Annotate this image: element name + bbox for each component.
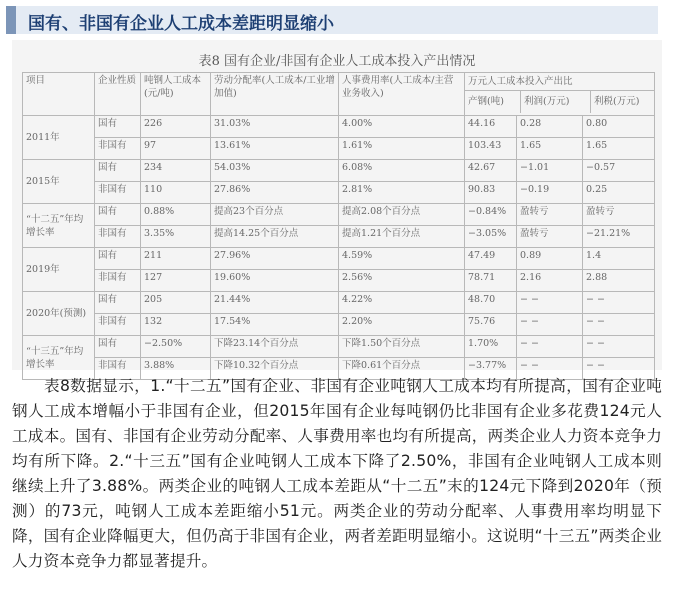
header-profit: 利润(万元) [521,91,591,113]
cell-profit: 0.28 [517,116,583,138]
cell-type: 非国有 [95,182,141,204]
cell-type: 非国有 [95,358,141,380]
table-figure [12,40,662,370]
cell-labor: 19.60% [211,270,339,292]
data-table [22,72,655,380]
cell-cost: 97 [141,138,211,160]
cell-type: 国有 [95,292,141,314]
row-group-label: 2020年(预测) [23,292,95,336]
cell-tax: − − [583,358,655,380]
cell-type: 非国有 [95,270,141,292]
cell-labor: 提高23个百分点 [211,204,339,226]
cell-personnel: 2.81% [339,182,465,204]
cell-cost: 127 [141,270,211,292]
cell-tax: − − [583,336,655,358]
cell-cost: 234 [141,160,211,182]
cell-profit: 2.16 [517,270,583,292]
cell-profit: −1.01 [517,160,583,182]
section-title-bar [6,6,658,34]
cell-cost: 226 [141,116,211,138]
cell-tax: 盈转亏 [583,204,655,226]
cell-personnel: 提高2.08个百分点 [339,204,465,226]
cell-output: 48.70 [465,292,517,314]
header-io-group [465,73,655,116]
cell-labor: 下降23.14个百分点 [211,336,339,358]
cell-profit: − − [517,336,583,358]
row-group-label: “十三五”年均增长率 [23,336,95,380]
row-group-label: 2011年 [23,116,95,160]
cell-type: 国有 [95,336,141,358]
cell-type: 国有 [95,160,141,182]
cell-output: 47.49 [465,248,517,270]
header-io-title: 万元人工成本投入产出比 [465,73,654,91]
header-cost: 吨钢人工成本(元/吨) [141,73,211,116]
table-row [23,182,655,204]
cell-tax: − − [583,314,655,336]
header-personnel: 人事费用率(人工成本/主营业务收入) [339,73,465,116]
cell-output: 90.83 [465,182,517,204]
cell-cost: 0.88% [141,204,211,226]
cell-type: 非国有 [95,138,141,160]
cell-type: 非国有 [95,314,141,336]
cell-labor: 下降10.32个百分点 [211,358,339,380]
cell-cost: 110 [141,182,211,204]
cell-type: 国有 [95,204,141,226]
cell-profit: − − [517,292,583,314]
cell-tax: 0.25 [583,182,655,204]
cell-cost: 3.88% [141,358,211,380]
row-group-label: “十二五”年均增长率 [23,204,95,248]
cell-tax: −0.57 [583,160,655,182]
cell-personnel: 4.00% [339,116,465,138]
cell-labor: 13.61% [211,138,339,160]
table-caption: 表8 国有企业/非国有企业人工成本投入产出情况 [198,54,476,69]
header-tax: 利税(万元) [594,96,640,107]
cell-profit: − − [517,314,583,336]
cell-cost: 3.35% [141,226,211,248]
cell-profit: 盈转亏 [517,226,583,248]
cell-labor: 17.54% [211,314,339,336]
cell-tax: −21.21% [583,226,655,248]
cell-tax: 0.80 [583,116,655,138]
cell-profit: − − [517,358,583,380]
cell-profit: −0.19 [517,182,583,204]
cell-output: −3.05% [465,226,517,248]
header-type: 企业性质 [95,73,141,116]
cell-type: 非国有 [95,226,141,248]
cell-output: 1.70% [465,336,517,358]
table-row [23,160,655,182]
cell-type: 国有 [95,248,141,270]
table-row [23,270,655,292]
cell-labor: 54.03% [211,160,339,182]
cell-output: 42.67 [465,160,517,182]
cell-cost: 132 [141,314,211,336]
body-paragraph: 表8数据显示，1.“十二五”国有企业、非国有企业吨钢人工成本均有所提高，国有企业吨钢人工成本增幅小于非国有企业，但2015年国有企业每吨钢仍比非国有企业多花费124元人工成本。国有、非国有企业劳动分配率、人事费用率也均有所提高，两类企业人力资本竞争力均有所下降。2.“十三五”国有企业吨钢人工成本下降了2.50%，非国有企业吨钢人工成本则继续上升了3.88%。两类企业的吨钢人工成本差距从“十二五”末的124元下降到2020年（预测）的73元，吨钢人工成本差距缩小51元。两类企业的劳动分配率、人事费用率均明显下降，国有企业降幅更大，但仍高于非国有企业，两者差距明显缩小。这说明“十三五”两类企业人力资本竞争力都显著提升。 [12,377,662,570]
cell-tax: − − [583,292,655,314]
table-header-row [23,73,655,116]
header-labor: 劳动分配率(人工成本/工业增加值) [211,73,339,116]
cell-tax: 1.65 [583,138,655,160]
header-output: 产钢(吨) [465,91,521,113]
cell-tax: 1.4 [583,248,655,270]
cell-labor: 27.86% [211,182,339,204]
row-group-label: 2015年 [23,160,95,204]
section-title: 国有、非国有企业人工成本差距明显缩小 [28,14,334,34]
cell-personnel: 1.61% [339,138,465,160]
table-row [23,336,655,358]
cell-profit: 盈转亏 [517,204,583,226]
cell-cost: 205 [141,292,211,314]
table-row [23,204,655,226]
header-item: 项目 [23,73,95,116]
cell-type: 国有 [95,116,141,138]
cell-cost: −2.50% [141,336,211,358]
cell-personnel: 2.56% [339,270,465,292]
cell-personnel: 下降0.61个百分点 [339,358,465,380]
cell-profit: 1.65 [517,138,583,160]
row-group-label: 2019年 [23,248,95,292]
table-row [23,116,655,138]
cell-tax: 2.88 [583,270,655,292]
cell-output: 44.16 [465,116,517,138]
cell-output: 75.76 [465,314,517,336]
cell-labor: 31.03% [211,116,339,138]
cell-output: −3.77% [465,358,517,380]
cell-personnel: 6.08% [339,160,465,182]
table-row [23,138,655,160]
table-row [23,248,655,270]
cell-cost: 211 [141,248,211,270]
table-row [23,226,655,248]
cell-labor: 27.96% [211,248,339,270]
cell-personnel: 4.22% [339,292,465,314]
cell-output: 78.71 [465,270,517,292]
cell-profit: 0.89 [517,248,583,270]
cell-labor: 21.44% [211,292,339,314]
cell-personnel: 2.20% [339,314,465,336]
cell-output: 103.43 [465,138,517,160]
cell-output: −0.84% [465,204,517,226]
cell-personnel: 提高1.21个百分点 [339,226,465,248]
cell-labor: 提高14.25个百分点 [211,226,339,248]
title-accent-bar [6,6,16,34]
table-row [23,314,655,336]
cell-personnel: 4.59% [339,248,465,270]
table-row [23,292,655,314]
cell-personnel: 下降1.50个百分点 [339,336,465,358]
